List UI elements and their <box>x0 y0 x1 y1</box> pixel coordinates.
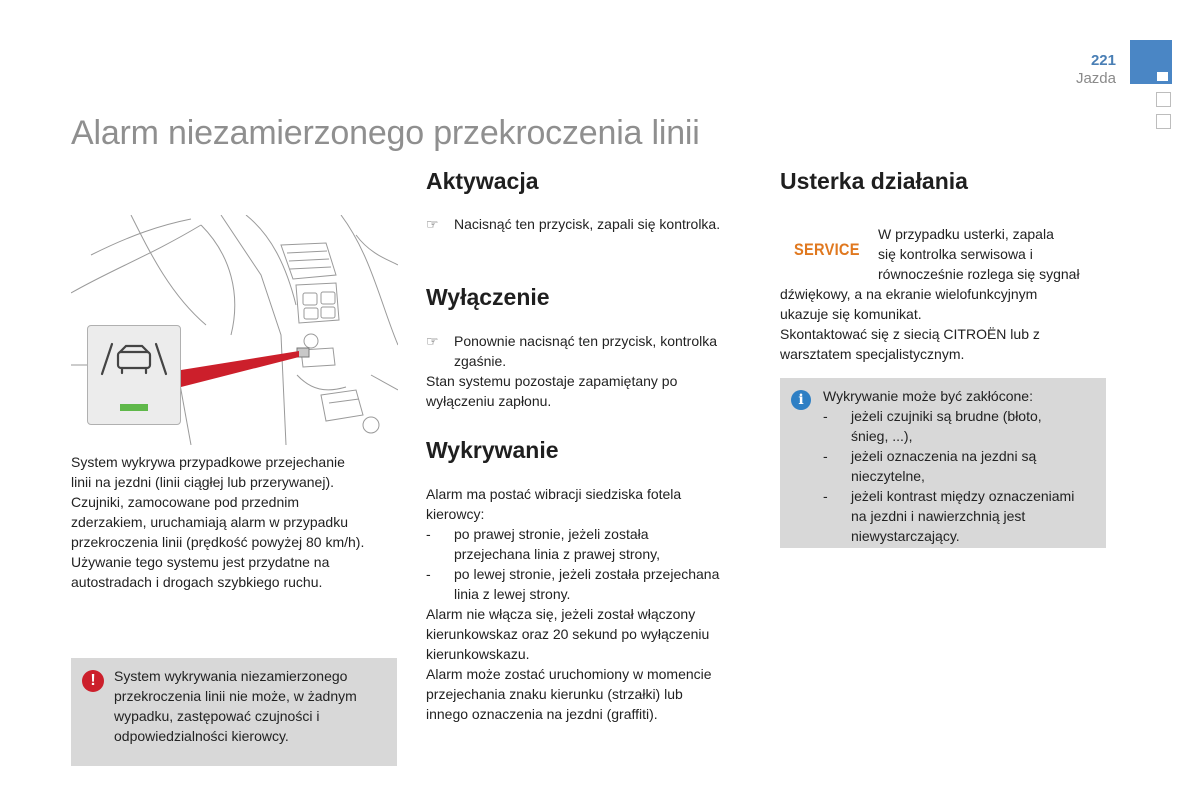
deactivation-block <box>426 331 766 411</box>
section-name: Jazda <box>1075 70 1116 87</box>
list-item: - po prawej stronie, jeżeli została przejechana linia z prawej strony, <box>426 526 660 562</box>
description-line: autostradach i drogach szybkiego ruchu. <box>71 574 323 590</box>
info-line: jeżeli kontrast między oznaczeniami <box>851 488 1075 504</box>
info-line: jeżeli czujniki są brudne (błoto, <box>851 408 1042 424</box>
warning-line: wypadku, zastępować czujności i <box>114 708 320 724</box>
heading-malfunction: Usterka działania <box>780 168 968 194</box>
info-line: nieczytelne, <box>851 468 925 484</box>
deactivation-line: zgaśnie. <box>454 353 507 369</box>
description-line: przekroczenia linii (prędkość powyżej 80 km/h). <box>71 534 365 550</box>
malfunction-line: ukazuje się komunikat. <box>780 306 922 322</box>
deactivation-note-line: wyłączeniu zapłonu. <box>426 393 552 409</box>
malfunction-line: W przypadku usterki, zapala <box>878 226 1054 242</box>
detection-block <box>426 484 766 724</box>
dashboard-illustration <box>71 215 398 445</box>
info-line: na jezdni i nawierzchnią jest <box>851 508 1026 524</box>
heading-activation: Aktywacja <box>426 168 539 194</box>
description-line: System wykrywa przypadkowe przejechanie <box>71 454 345 470</box>
heading-detection: Wykrywanie <box>426 437 559 463</box>
lane-departure-icon <box>88 338 180 398</box>
malfunction-line: równocześnie rozlega się sygnał <box>878 266 1080 282</box>
warning-line: System wykrywania niezamierzonego <box>114 668 348 684</box>
list-item: - jeżeli kontrast między oznaczeniami na jezdni i nawierzchnią jest niewystarczający. <box>823 488 1075 544</box>
info-icon: i <box>791 390 811 410</box>
detection-para-line: przejechania znaku kierunku (strzałki) lub <box>426 686 683 702</box>
system-description <box>71 452 401 592</box>
list-item-line: przejechana linia z prawej strony, <box>454 546 660 562</box>
list-item-line: po lewej stronie, jeżeli została przejechana <box>454 566 720 582</box>
detection-para-line: Alarm nie włącza się, jeżeli został włączony <box>426 606 696 622</box>
malfunction-line: się kontrolka serwisowa i <box>878 246 1033 262</box>
description-line: zderzakiem, uruchamiają alarm w przypadku <box>71 514 348 530</box>
warning-line: odpowiedzialności kierowcy. <box>114 728 289 744</box>
pointing-hand-icon: ☞ <box>426 216 439 232</box>
activation-step <box>426 214 766 234</box>
detection-para-line: kierunkowskaz oraz 20 sekund po wyłączeniu <box>426 626 710 642</box>
info-box <box>780 378 1106 548</box>
malfunction-text <box>780 284 1120 364</box>
lane-departure-switch <box>87 325 181 425</box>
malfunction-line: Skontaktować się z siecią CITROËN lub z <box>780 326 1040 342</box>
warning-line: przekroczenia linii nie może, w żadnym <box>114 688 357 704</box>
detection-intro-line: kierowcy: <box>426 506 485 522</box>
chapter-tab-active <box>1130 40 1172 84</box>
activation-text: Nacisnąć ten przycisk, zapali się kontrolka. <box>454 216 721 232</box>
deactivation-line: Ponownie nacisnąć ten przycisk, kontrolka <box>454 333 718 349</box>
list-item-line: po prawej stronie, jeżeli została <box>454 526 649 542</box>
info-line: niewystarczający. <box>851 528 960 544</box>
info-line: jeżeli oznaczenia na jezdni są <box>851 448 1037 464</box>
list-item: - jeżeli oznaczenia na jezdni są nieczytelne, <box>823 448 1037 484</box>
service-warning-icon: SERVICE <box>794 240 860 259</box>
warning-icon: ! <box>82 670 104 692</box>
malfunction-line: warsztatem specjalistycznym. <box>780 346 965 362</box>
list-item-line: linia z lewej strony. <box>454 586 571 602</box>
pointing-hand-icon: ☞ <box>426 333 439 349</box>
detection-para-line: kierunkowskazu. <box>426 646 530 662</box>
info-line: śnieg, ...), <box>851 428 913 444</box>
detection-para-line: innego oznaczenia na jezdni (graffiti). <box>426 706 658 722</box>
description-line: linii na jezdni (linii ciągłej lub przerywanej). <box>71 474 335 490</box>
pointer-arrow <box>181 351 299 387</box>
chapter-tab <box>1156 114 1171 129</box>
page-title: Alarm niezamierzonego przekroczenia linii <box>71 114 700 152</box>
description-line: Używanie tego systemu jest przydatne na <box>71 554 330 570</box>
detection-intro-line: Alarm ma postać wibracji siedziska fotela <box>426 486 682 502</box>
list-item: - po lewej stronie, jeżeli została przejechana linia z lewej strony. <box>426 566 720 602</box>
warning-box <box>71 658 397 766</box>
chapter-tab <box>1156 92 1171 107</box>
malfunction-line: dźwiękowy, a na ekranie wielofunkcyjnym <box>780 286 1038 302</box>
deactivation-note-line: Stan systemu pozostaje zapamiętany po <box>426 373 678 389</box>
info-intro: Wykrywanie może być zakłócone: <box>823 388 1033 404</box>
detection-para-line: Alarm może zostać uruchomiony w momencie <box>426 666 712 682</box>
malfunction-indented <box>878 224 1118 284</box>
status-led <box>120 404 148 411</box>
page-number: 221 <box>1090 52 1116 69</box>
list-item: - jeżeli czujniki są brudne (błoto, śnieg, ...), <box>823 408 1042 444</box>
heading-deactivation: Wyłączenie <box>426 284 550 310</box>
description-line: Czujniki, zamocowane pod przednim <box>71 494 299 510</box>
